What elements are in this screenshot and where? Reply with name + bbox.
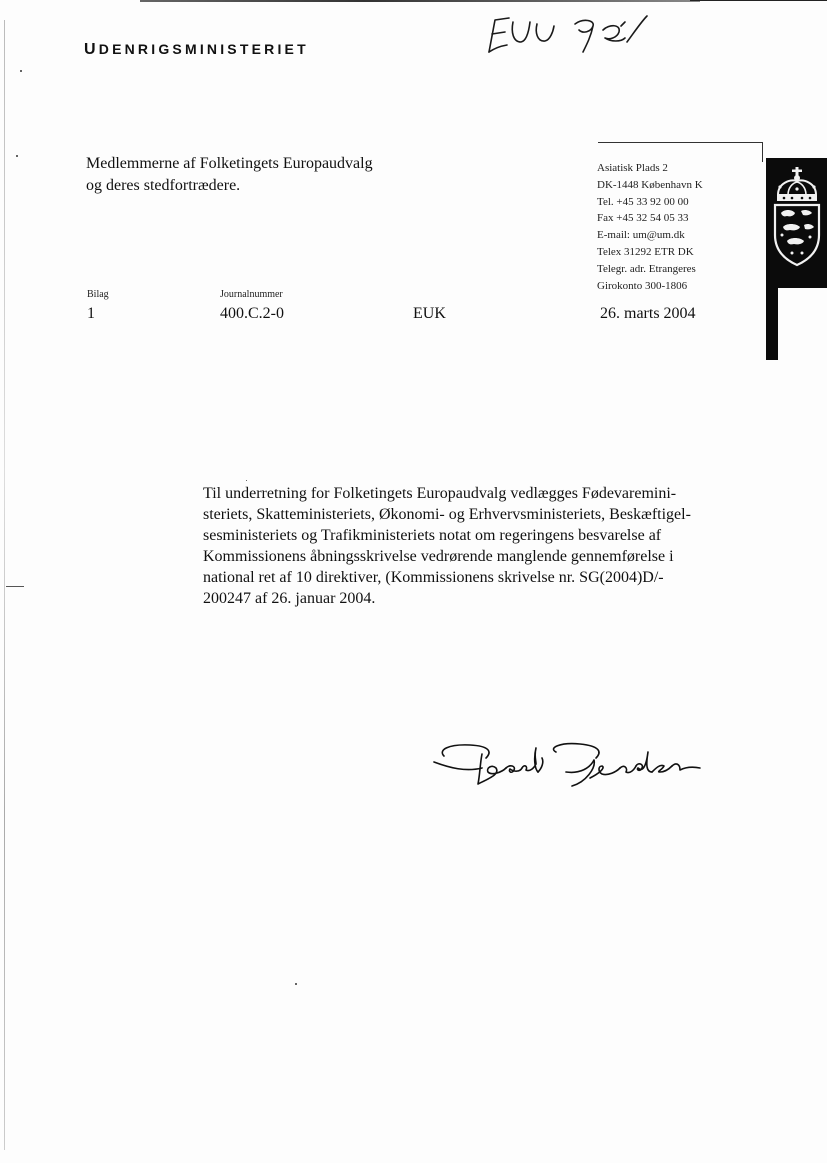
- body-line: Til underretning for Folketingets Europaudvalg vedlægges Fødevaremini-: [203, 485, 677, 502]
- scan-speck: [246, 480, 247, 481]
- address-line: E-mail: um@um.dk: [597, 229, 685, 242]
- letter-date: 26. marts 2004: [600, 305, 696, 322]
- scan-speck: [295, 983, 297, 985]
- body-line: national ret af 10 direktiver, (Kommissionens skrivelse nr. SG(2004)D/-: [203, 569, 664, 586]
- letter-body: [203, 483, 743, 609]
- address-line: Tel. +45 33 92 00 00: [597, 195, 689, 208]
- address-line: Fax +45 32 54 05 33: [597, 212, 689, 225]
- scan-edge-top: [140, 0, 700, 2]
- address-line: Girokonto 300-1806: [597, 279, 688, 292]
- scan-edge-left: [4, 20, 5, 1150]
- fold-mark: [6, 586, 24, 587]
- recipient-line-2: og deres stedfortrædere.: [86, 177, 241, 194]
- scan-edge-top-right: [690, 0, 827, 1]
- address-top-rule: [598, 142, 763, 143]
- ministry-letterhead: [84, 41, 309, 59]
- ministry-initial: U: [84, 41, 99, 58]
- sender-address-block: [597, 160, 703, 294]
- letterhead-strip-tail: [766, 285, 778, 360]
- address-line: DK-1448 København K: [597, 178, 703, 191]
- handwritten-signature: [430, 738, 705, 798]
- journal-number-label: Journalnummer: [220, 289, 283, 300]
- recipient-block: [86, 153, 373, 197]
- body-line: Kommissionens åbningsskrivelse vedrørende manglende gennemførelse i: [203, 548, 674, 565]
- address-line: Telex 31292 ETR DK: [597, 245, 694, 258]
- recipient-line-1: Medlemmerne af Folketingets Europaudvalg: [86, 155, 373, 172]
- address-rule-corner: [762, 142, 763, 162]
- scan-speck: [20, 70, 22, 72]
- body-line: sesministeriets og Trafikministeriets notat om regeringens besvarelse af: [203, 527, 662, 544]
- handwritten-reference-note: [475, 12, 660, 57]
- bilag-value: 1: [87, 305, 95, 322]
- journal-number-value: 400.C.2-0: [220, 305, 284, 322]
- address-line: Telegr. adr. Etrangeres: [597, 262, 696, 275]
- body-line: 200247 af 26. januar 2004.: [203, 590, 376, 607]
- bilag-label: Bilag: [87, 289, 109, 300]
- danish-coat-of-arms-icon: [770, 165, 824, 277]
- body-line: steriets, Skatteministeriets, Økonomi- og Erhvervsministeriets, Beskæftigel-: [203, 506, 691, 523]
- ministry-name-rest: DENRIGSMINISTERIET: [98, 41, 309, 57]
- address-line: Asiatisk Plads 2: [597, 162, 668, 174]
- scan-speck: [16, 155, 18, 157]
- office-code: EUK: [413, 305, 446, 322]
